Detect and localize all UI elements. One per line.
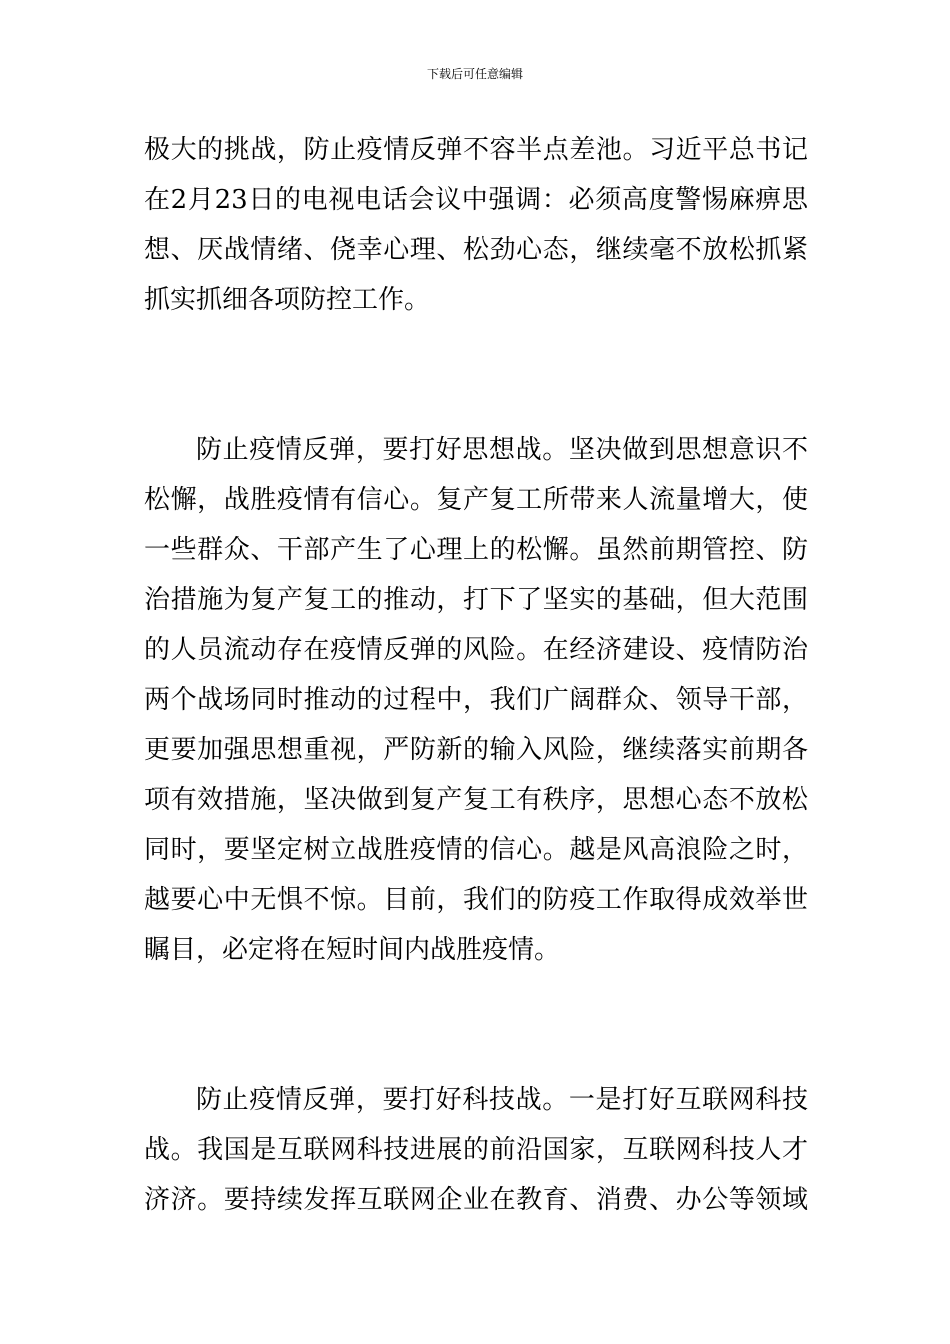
text-line: 在2月23日的电视电话会议中强调：必须高度警惕麻痹思 (144, 185, 808, 215)
text-line: 两个战场同时推动的过程中，我们广阔群众、领导干部， (144, 685, 808, 715)
page-header: 下载后可任意编辑 (426, 67, 523, 81)
text-line: 项有效措施，坚决做到复产复工有秩序，思想心态不放松 (144, 785, 808, 815)
text-line: 瞩目，必定将在短时间内战胜疫情。 (144, 935, 561, 965)
text-line: 抓实抓细各项防控工作。 (144, 285, 431, 315)
text-line: 济济。要持续发挥互联网企业在教育、消费、办公等领域 (144, 1185, 808, 1215)
text-line: 极大的挑战，防止疫情反弹不容半点差池。习近平总书记 (144, 135, 808, 165)
text-line: 防止疫情反弹，要打好科技战。一是打好互联网科技 (196, 1085, 808, 1115)
text-line: 同时，要坚定树立战胜疫情的信心。越是风高浪险之时， (144, 835, 808, 865)
text-line: 战。我国是互联网科技进展的前沿国家，互联网科技人才 (144, 1135, 808, 1165)
text-line: 松懈，战胜疫情有信心。复产复工所带来人流量增大，使 (144, 485, 808, 515)
text-line: 更要加强思想重视，严防新的输入风险，继续落实前期各 (144, 735, 808, 765)
text-line: 防止疫情反弹，要打好思想战。坚决做到思想意识不 (196, 435, 808, 465)
text-line: 治措施为复产复工的推动，打下了坚实的基础，但大范围 (144, 585, 808, 615)
text-line: 一些群众、干部产生了心理上的松懈。虽然前期管控、防 (144, 535, 808, 565)
text-line: 想、厌战情绪、侥幸心理、松劲心态，继续毫不放松抓紧 (144, 235, 808, 265)
text-line: 的人员流动存在疫情反弹的风险。在经济建设、疫情防治 (144, 635, 808, 665)
text-line: 越要心中无惧不惊。目前，我们的防疫工作取得成效举世 (144, 885, 808, 915)
